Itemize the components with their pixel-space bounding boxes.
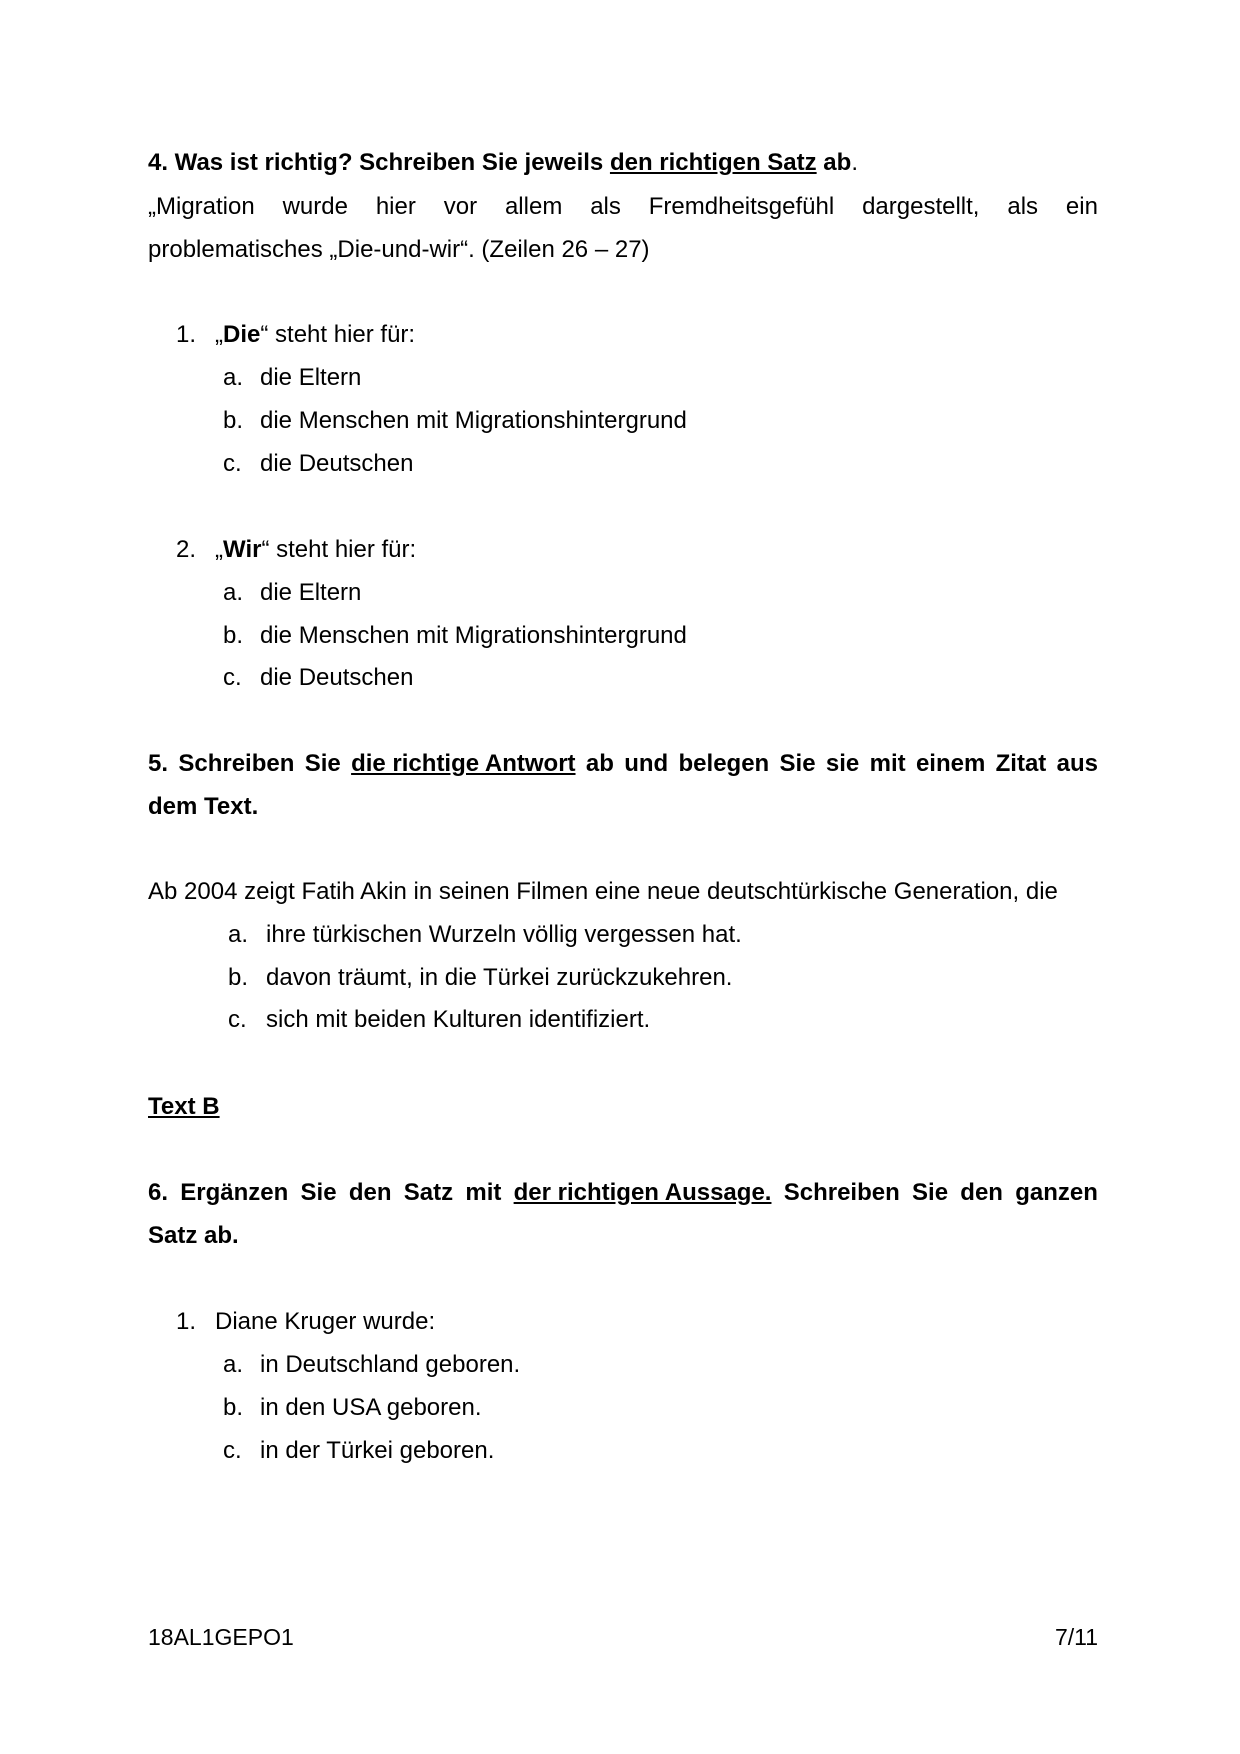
q6-heading-line2: Satz ab. [148, 1222, 239, 1249]
q6-option-c: in der Türkei geboren. [260, 1437, 495, 1464]
q5-heading-underline: die richtige Antwort [351, 750, 576, 777]
q4-item1-option-c: die Deutschen [260, 450, 414, 477]
q6-heading-line1: 6. Ergänzen Sie den Satz mit der richtigen Aussage. Schreiben Sie den ganzen [148, 1171, 1098, 1214]
q6-item1-number: 1. [176, 1308, 197, 1335]
q6-option-a: in Deutschland geboren. [260, 1351, 521, 1378]
footer-code: 18AL1GEPO1 [148, 1624, 294, 1650]
q4-item1-option-a: die Eltern [260, 364, 362, 391]
footer-page-number: 7/11 [1054, 1624, 1098, 1650]
q4-item2-option-b: die Menschen mit Migrationshintergrund [260, 622, 687, 649]
q4-item1-option-b: die Menschen mit Migrationshintergrund [260, 407, 687, 434]
q5-option-a: ihre türkischen Wurzeln völlig vergessen hat. [266, 921, 742, 948]
q4-quote-line1: „Migration wurde hier vor allem als Fremdheitsgefühl dargestellt, als ein [148, 193, 1098, 220]
q5-option-c: sich mit beiden Kulturen identifiziert. [266, 1006, 651, 1033]
q4-heading-underline: den richtigen Satz [609, 149, 817, 176]
q5-heading-line2: dem Text. [148, 793, 259, 820]
q5-stem: Ab 2004 zeigt Fatih Akin in seinen Filmen eine neue deutschtürkische Generation, die [148, 878, 1058, 905]
q4-heading: 4. Was ist richtig? Schreiben Sie jeweils den richtigen Satz ab. [148, 149, 858, 176]
section-title: Text B [148, 1093, 220, 1120]
q4-item2-number: 2. [176, 536, 197, 563]
q4-item2-option-a: die Eltern [260, 579, 362, 606]
q4-item1-text: „Die“ steht hier für: [215, 321, 416, 348]
q4-quote-line2: problematisches „Die-und-wir“. (Zeilen 26 – 27) [148, 236, 650, 263]
q5-heading-line1: 5. Schreiben Sie die richtige Antwort ab und belegen Sie sie mit einem Zitat aus [148, 742, 1098, 785]
q4-item2-option-c: die Deutschen [260, 664, 414, 691]
q6-heading-underline: der richtigen Aussage. [513, 1179, 772, 1206]
q6-option-b: in den USA geboren. [260, 1394, 482, 1421]
q4-item1-number: 1. [176, 321, 197, 348]
q4-item2-text: „Wir“ steht hier für: [215, 536, 417, 563]
q5-option-b: davon träumt, in die Türkei zurückzukehren. [266, 964, 733, 991]
exam-page: 4. Was ist richtig? Schreiben Sie jeweils den richtigen Satz ab. „Migration wurde hier vor allem als Fremdheitsgefühl dargestellt, als ein problematisches „Die-und-wir“. (Zeilen 26 – 27) 1. „Die“ steht hier für: a. die Eltern b. die Menschen mit Migrationshintergrund c. die Deutschen 2. „Wir“ steht hier für: a. die Eltern b. die Menschen mit Migrationshintergrund c. die Deutschen 5. Schreiben Sie die richtige Antwort ab und belegen Sie sie mit einem Zitat aus dem Text. Ab 2004 zeigt Fatih Akin in seinen Filmen eine neue deutschtürkische Generation, die a. ihre türkischen Wurzeln völlig vergessen hat. b. davon träumt, in die Türkei zurückzukehren. c. sich mit beiden Kulturen identifiziert. Text B 6. Ergänzen Sie den Satz mit der richtigen Aussage. Schreiben Sie den ganzen Satz ab. 1. Diane Kruger wurde: a. in Deutschland geboren. b. in den USA geboren. c. in der Türkei geboren. 18AL1GEPO1 7/11 [0, 0, 1240, 1754]
q6-item1-text: Diane Kruger wurde: [215, 1308, 436, 1335]
